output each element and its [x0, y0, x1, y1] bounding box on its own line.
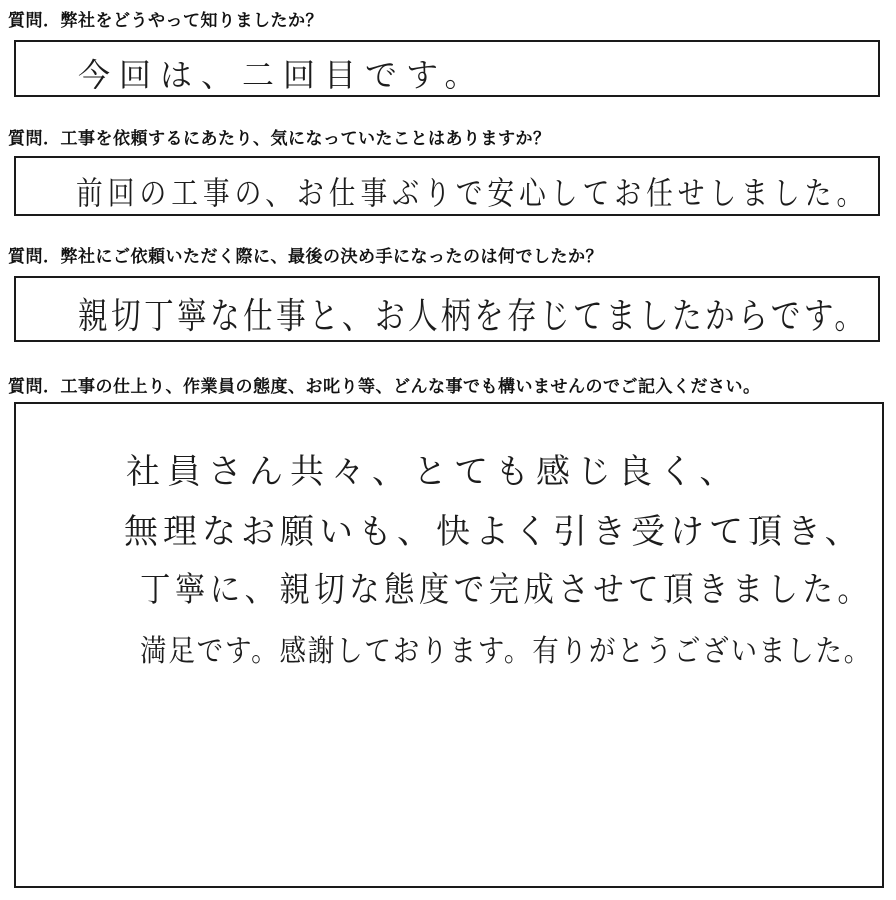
- answer-2-box: [14, 156, 880, 216]
- answer-2-handwriting: 前回の工事の、お仕事ぶりで安心してお任せしました。: [76, 174, 869, 212]
- answer-3-handwriting: 親切丁寧な仕事と、お人柄を存じてましたからです。: [78, 296, 868, 337]
- answer-4-line-1: 社員さん共々、とても感じ良く、: [126, 452, 741, 492]
- question-2-label: 質問．工事を依頼するにあたり、気になっていたことはありますか？: [8, 129, 551, 149]
- answer-4-box: [14, 402, 884, 888]
- answer-1-box: [14, 40, 880, 97]
- answer-3-box: [14, 276, 880, 342]
- answer-4-line-4: 満足です。感謝しております。有りがとうございました。: [140, 634, 873, 669]
- answer-1-handwriting: 今回は、二回目です。: [78, 56, 486, 94]
- answer-4-line-3: 丁寧に、親切な態度で完成させて頂きました。: [140, 570, 873, 610]
- question-4-label: 質問．工事の仕上り、作業員の態度、お叱り等、どんな事でも構いませんのでご記入ください。: [8, 377, 761, 397]
- question-1-label: 質問．弊社をどうやって知りましたか？: [8, 11, 323, 31]
- answer-4-line-2: 無理なお願いも、快よく引き受けて頂き、: [124, 512, 864, 552]
- question-3-label: 質問．弊社にご依頼いただく際に、最後の決め手になったのは何でしたか？: [8, 247, 603, 267]
